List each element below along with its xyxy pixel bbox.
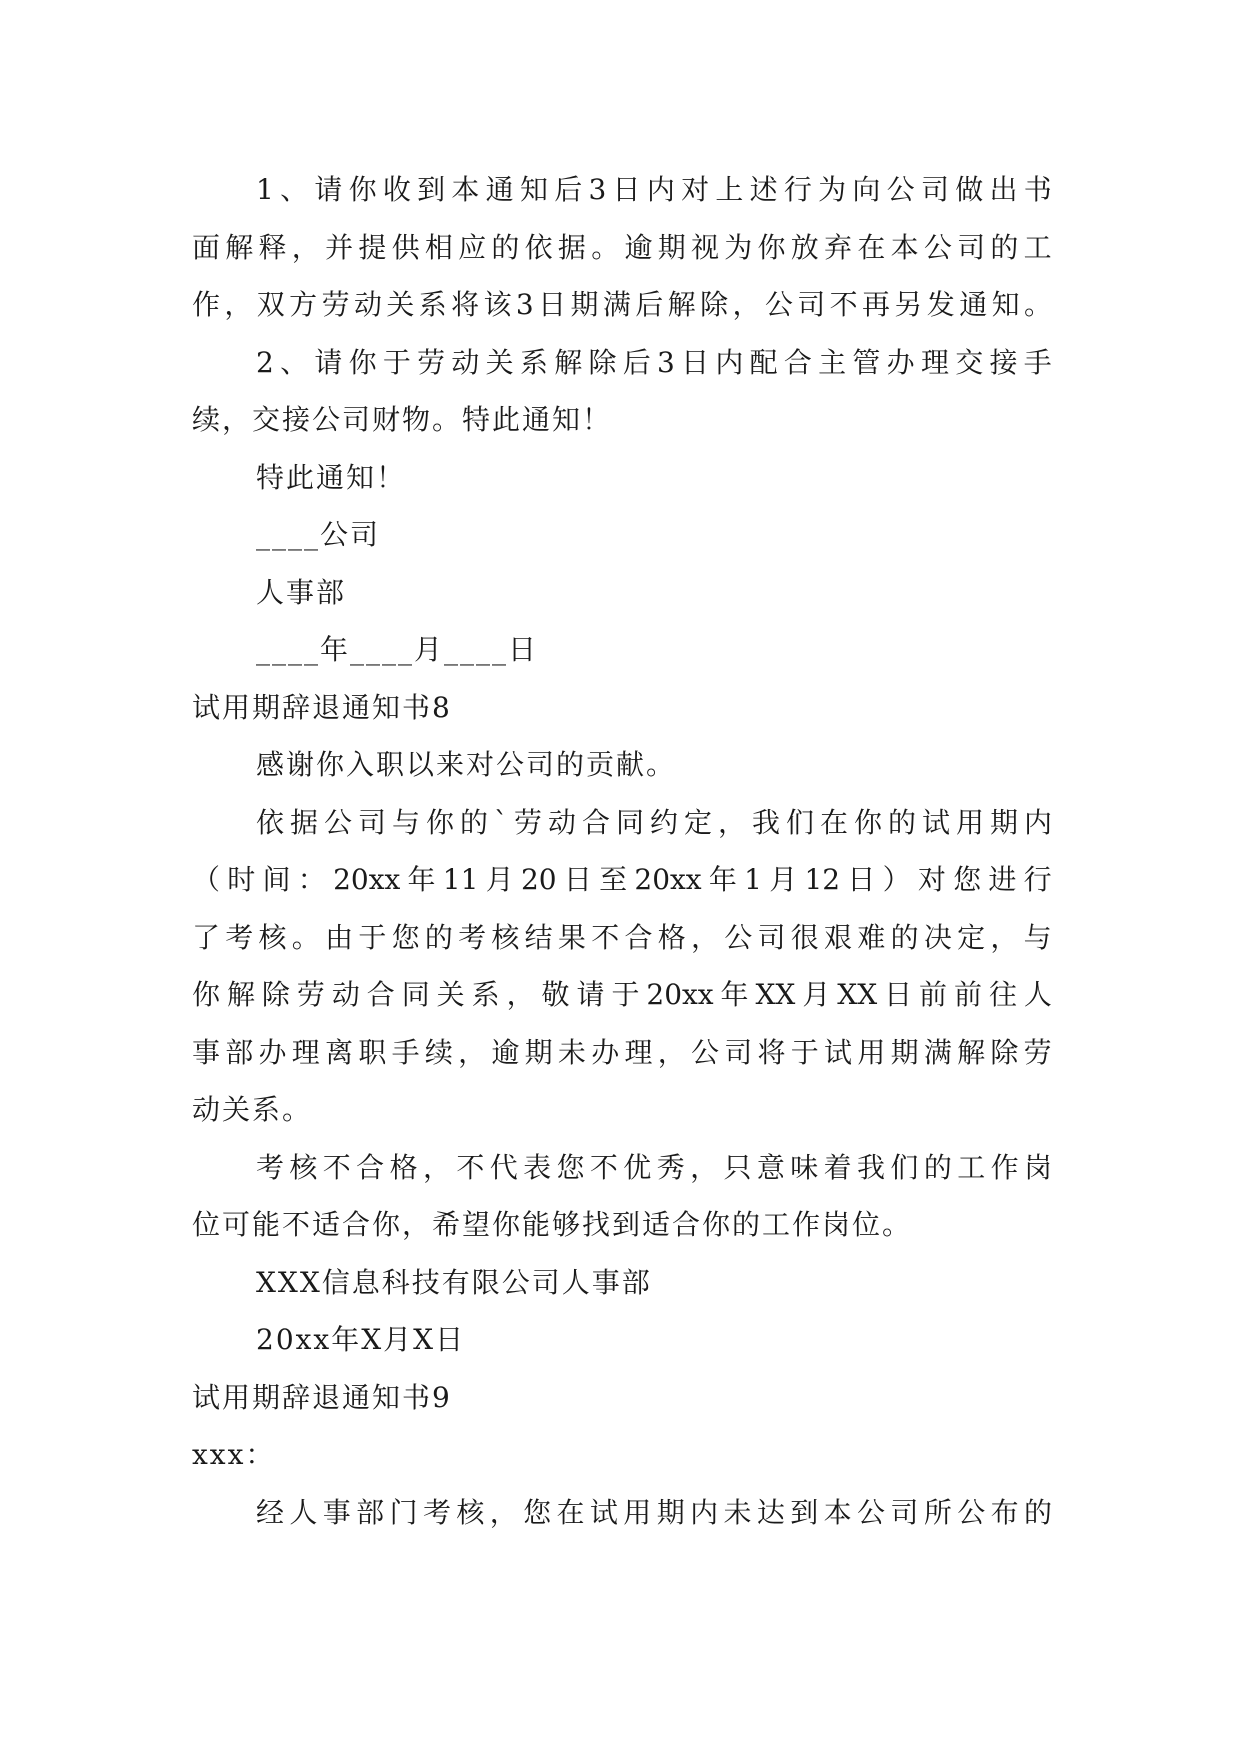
paragraph [192,449,1052,507]
text-line: 你 解 除 劳 动 合 同 关 系 ， 敬 请 于 20xx 年 XX 月 XX 日 前 前 往 人 [192,978,1052,1011]
paragraph [192,621,1052,679]
text-line: 事 部 办 理 离 职 手 续 ， 逾 期 未 办 理 ， 公 司 将 于 试 用 期 满 解 除 劳 [192,1035,1052,1069]
document-body [192,161,1052,1541]
text-line: 试用期辞退通知书8 [192,690,452,724]
paragraph [192,794,1052,1139]
section-heading [192,679,1052,737]
paragraph [192,334,1052,449]
text-line: ____年____月____日 [256,633,539,666]
paragraph [192,161,1052,334]
text-line: 作 ， 双 方 劳 动 关 系 将 该 3 日 期 满 后 解 除 ， 公 司 不 再 另 发 通 知 。 [192,288,1052,321]
paragraph [192,1139,1052,1254]
text-line: 续，交接公司财物。特此通知！ [192,403,613,436]
text-line: 依 据 公 司 与 你 的 ` 劳 动 合 同 约 定 ， 我 们 在 你 的 试 用 期 内 [256,805,1052,839]
text-line: 特此通知！ [256,460,407,494]
paragraph [192,736,1052,794]
paragraph [192,506,1052,564]
text-line: XXX信息科技有限公司人事部 [256,1265,652,1299]
text-line: 了 考 核 。 由 于 您 的 考 核 结 果 不 合 格 ， 公 司 很 艰 难 的 决 定 ， 与 [192,920,1052,954]
paragraph [192,1254,1052,1312]
text-line: 试用期辞退通知书9 [192,1380,452,1414]
text-line: 面 解 释 ， 并 提 供 相 应 的 依 据 。 逾 期 视 为 你 放 弃 在 本 公 司 的 工 [192,230,1052,264]
paragraph [192,564,1052,622]
text-line: 感谢你入职以来对公司的贡献。 [256,748,677,781]
text-line: xxx： [192,1438,276,1471]
text-line: 2 、 请 你 于 劳 动 关 系 解 除 后 3 日 内 配 合 主 管 办 理 交 接 手 [256,345,1052,379]
text-line: 经 人 事 部 门 考 核 ， 您 在 试 用 期 内 未 达 到 本 公 司 所 公 布 的 [256,1495,1052,1529]
section-heading [192,1369,1052,1427]
text-line: 考 核 不 合 格 ， 不 代 表 您 不 优 秀 ， 只 意 味 着 我 们 的 工 作 岗 [256,1150,1052,1184]
text-line: 20xx年X月X日 [256,1323,466,1356]
text-line: （ 时 间 ： 20xx 年 11 月 20 日 至 20xx 年 1 月 12 日 ） 对 您 进 行 [192,863,1052,896]
text-line: 1 、 请 你 收 到 本 通 知 后 3 日 内 对 上 述 行 为 向 公 司 做 出 书 [256,173,1052,206]
paragraph [192,1426,1052,1484]
text-line: 位可能不适合你，希望你能够找到适合你的工作岗位。 [192,1208,913,1241]
text-line: 人事部 [256,575,347,609]
paragraph [192,1484,1052,1542]
text-line: ____公司 [256,518,381,551]
text-line: 动关系。 [192,1093,313,1126]
paragraph [192,1311,1052,1369]
